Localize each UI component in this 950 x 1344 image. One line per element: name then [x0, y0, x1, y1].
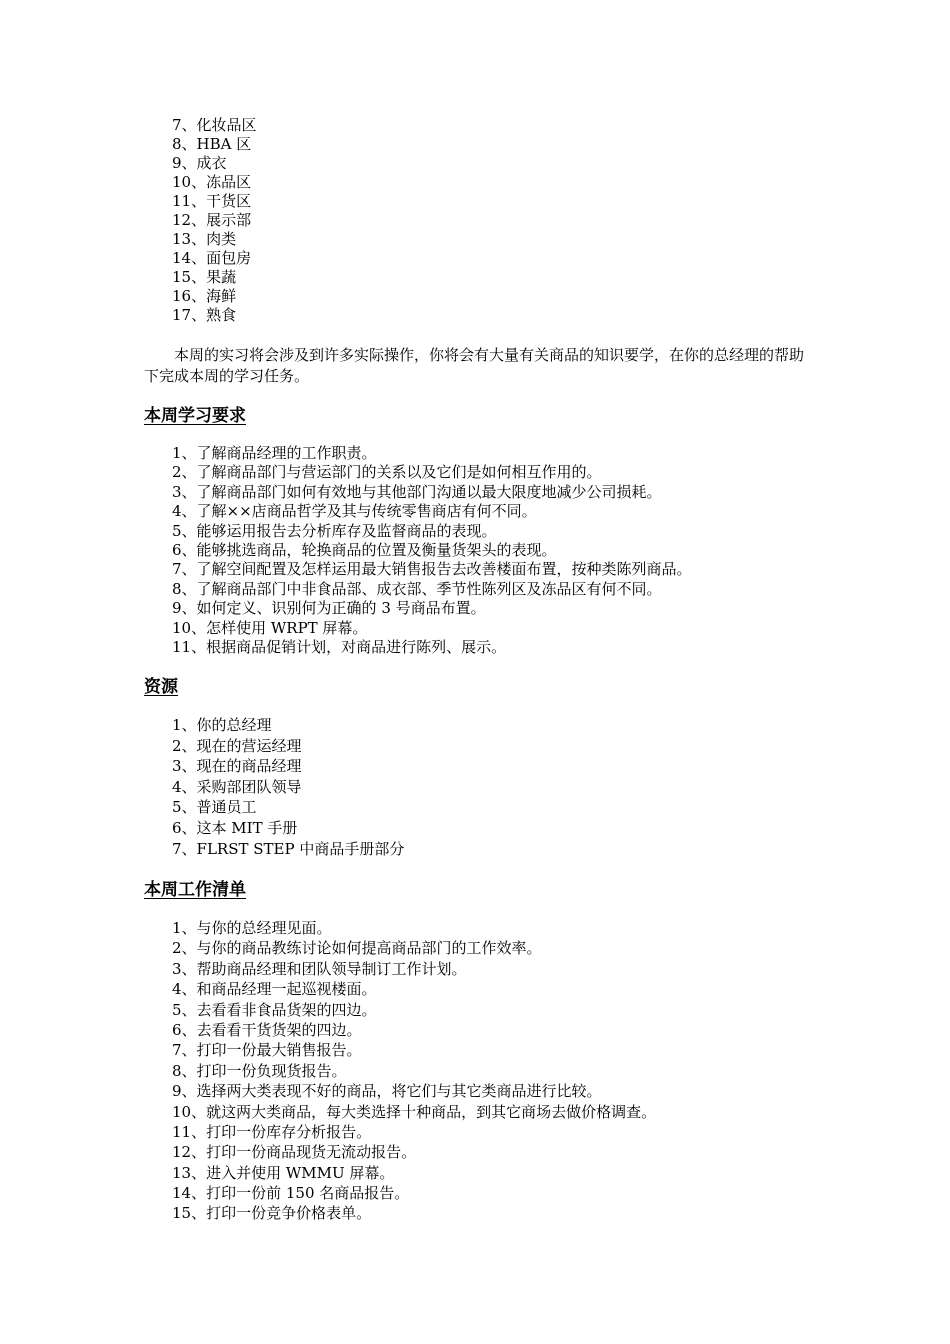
- task-item: 10、就这两大类商品，每大类选择十种商品，到其它商场去做价格调查。: [172, 1102, 657, 1121]
- tasks-list: [172, 918, 656, 1224]
- resources-heading: 资源: [144, 677, 178, 697]
- requirement-item: 10、怎样使用 WRPT 屏幕。: [172, 618, 368, 637]
- requirement-item: 3、了解商品部门如何有效地与其他部门沟通以最大限度地减少公司损耗。: [172, 482, 662, 501]
- resource-item: 4、采购部团队领导: [172, 777, 302, 796]
- resource-item: 2、现在的营运经理: [172, 736, 302, 755]
- resource-item: 1、你的总经理: [172, 716, 272, 734]
- requirement-item: 1、了解商品经理的工作职责。: [172, 444, 377, 462]
- requirement-item: 11、根据商品促销计划，对商品进行陈列、展示。: [172, 637, 507, 656]
- zone-item: 8、HBA 区: [172, 135, 252, 153]
- resource-item: 5、普通员工: [172, 798, 257, 817]
- task-item: 2、与你的商品教练讨论如何提高商品部门的工作效率。: [172, 939, 542, 958]
- requirement-item: 8、了解商品部门中非食品部、成衣部、季节性陈列区及冻品区有何不同。: [172, 579, 662, 598]
- resource-item: 6、这本 MIT 手册: [172, 818, 298, 837]
- zone-item: 17、熟食: [172, 306, 237, 324]
- zone-item: 14、面包房: [172, 249, 252, 267]
- tasks-heading: 本周工作清单: [144, 880, 246, 900]
- requirements-list: [172, 444, 692, 657]
- task-item: 11、打印一份库存分析报告。: [172, 1122, 372, 1141]
- task-item: 15、打印一份竞争价格表单。: [172, 1204, 372, 1223]
- zone-list: [172, 116, 257, 325]
- requirement-item: 2、了解商品部门与营运部门的关系以及它们是如何相互作用的。: [172, 463, 602, 482]
- resources-list: [172, 715, 404, 859]
- task-item: 5、去看看非食品货架的四边。: [172, 1000, 377, 1019]
- resource-item: 3、现在的商品经理: [172, 757, 302, 776]
- task-item: 14、打印一份前 150 名商品报告。: [172, 1184, 410, 1203]
- requirement-item: 6、能够挑选商品，轮换商品的位置及衡量货架头的表现。: [172, 540, 557, 559]
- task-item: 1、与你的总经理见面。: [172, 919, 332, 937]
- task-item: 4、和商品经理一起巡视楼面。: [172, 980, 377, 999]
- zone-item: 11、干货区: [172, 192, 252, 210]
- task-item: 6、去看看干货货架的四边。: [172, 1020, 362, 1039]
- task-item: 13、进入并使用 WMMU 屏幕。: [172, 1163, 395, 1182]
- zone-item: 16、海鲜: [172, 287, 237, 305]
- zone-item: 9、成衣: [172, 154, 227, 172]
- task-item: 3、帮助商品经理和团队领导制订工作计划。: [172, 959, 467, 978]
- requirement-item: 7、了解空间配置及怎样运用最大销售报告去改善楼面布置，按种类陈列商品。: [172, 560, 692, 579]
- task-item: 9、选择两大类表现不好的商品，将它们与其它类商品进行比较。: [172, 1082, 602, 1101]
- zone-item: 7、化妆品区: [172, 116, 257, 134]
- task-item: 12、打印一份商品现货无流动报告。: [172, 1143, 417, 1162]
- task-item: 7、打印一份最大销售报告。: [172, 1041, 362, 1060]
- zone-item: 10、冻品区: [172, 173, 252, 191]
- requirement-item: 4、了解××店商品哲学及其与传统零售商店有何不同。: [172, 502, 537, 521]
- zone-item: 12、展示部: [172, 211, 252, 229]
- resource-item: 7、FLRST STEP 中商品手册部分: [172, 839, 405, 858]
- zone-item: 13、肉类: [172, 230, 237, 248]
- zone-item: 15、果蔬: [172, 268, 237, 286]
- intro-paragraph: 本周的实习将会涉及到许多实际操作，你将会有大量有关商品的知识要学，在你的总经理的帮助下完成本周的学习任务。: [144, 346, 805, 385]
- task-item: 8、打印一份负现货报告。: [172, 1061, 347, 1080]
- requirement-item: 9、如何定义、识别何为正确的 3 号商品布置。: [172, 599, 486, 618]
- requirement-item: 5、能够运用报告去分析库存及监督商品的表现。: [172, 521, 497, 540]
- requirements-heading: 本周学习要求: [144, 406, 246, 426]
